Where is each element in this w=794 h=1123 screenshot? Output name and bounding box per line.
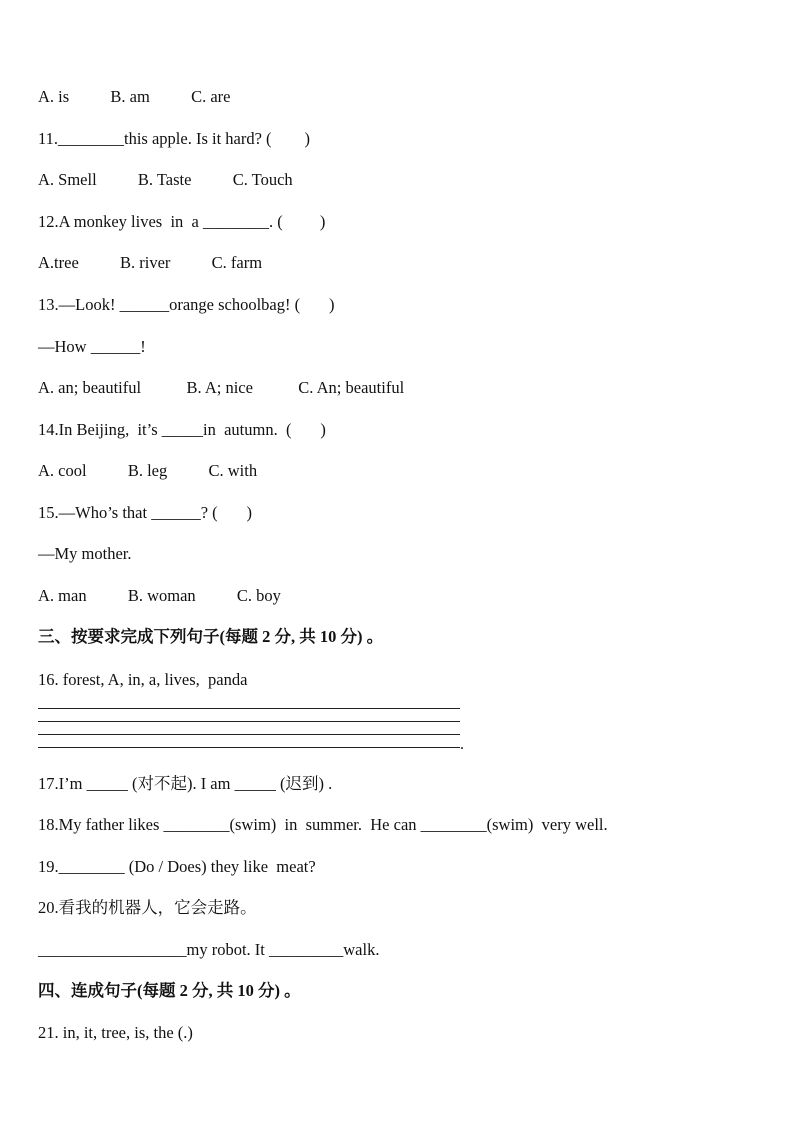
q15-options: A. man B. woman C. boy <box>38 586 281 605</box>
q12-options: A.tree B. river C. farm <box>38 253 263 272</box>
q15-reply: —My mother. <box>38 544 132 563</box>
q20-question: 20.看我的机器人，它会走路。 <box>38 898 257 917</box>
q21-question: 21. in, it, tree, is, the (.) <box>38 1023 193 1042</box>
q13-reply: —How ______! <box>38 337 146 356</box>
section-3-heading: 三、按要求完成下列句子(每题 2 分, 共 10 分) 。 <box>38 627 384 646</box>
section-4-heading: 四、连成句子(每题 2 分, 共 10 分) 。 <box>38 981 301 1000</box>
q14-options: A. cool B. leg C. with <box>38 461 258 480</box>
q16-question: 16. forest, A, in, a, lives, panda <box>38 670 248 689</box>
q11-options: A. Smell B. Taste C. Touch <box>38 170 293 189</box>
q16-answer-line-2 <box>38 721 460 722</box>
q20-answer: __________________my robot. It _________walk. <box>38 940 380 959</box>
q10-options: A. is B. am C. are <box>38 87 231 106</box>
q16-answer-line-1 <box>38 708 460 709</box>
q11-question: 11.________this apple. Is it hard? ( ) <box>38 129 311 148</box>
q14-question: 14.In Beijing, it’s _____in autumn. ( ) <box>38 420 326 439</box>
q17-question: 17.I’m _____ (对不起). I am _____ (迟到) . <box>38 774 333 793</box>
q18-question: 18.My father likes ________(swim) in summer. He can ________(swim) very well. <box>38 815 608 834</box>
q13-question: 13.—Look! ______orange schoolbag! ( ) <box>38 295 335 314</box>
q19-question: 19.________ (Do / Does) they like meat? <box>38 857 316 876</box>
q15-question: 15.—Who’s that ______? ( ) <box>38 503 253 522</box>
q13-options: A. an; beautiful B. A; nice C. An; beautiful <box>38 378 405 397</box>
q12-question: 12.A monkey lives in a ________. ( ) <box>38 212 326 231</box>
q16-answer-line-4 <box>38 747 460 748</box>
q16-end-mark: . <box>460 736 464 753</box>
q16-answer-line-3 <box>38 734 460 735</box>
